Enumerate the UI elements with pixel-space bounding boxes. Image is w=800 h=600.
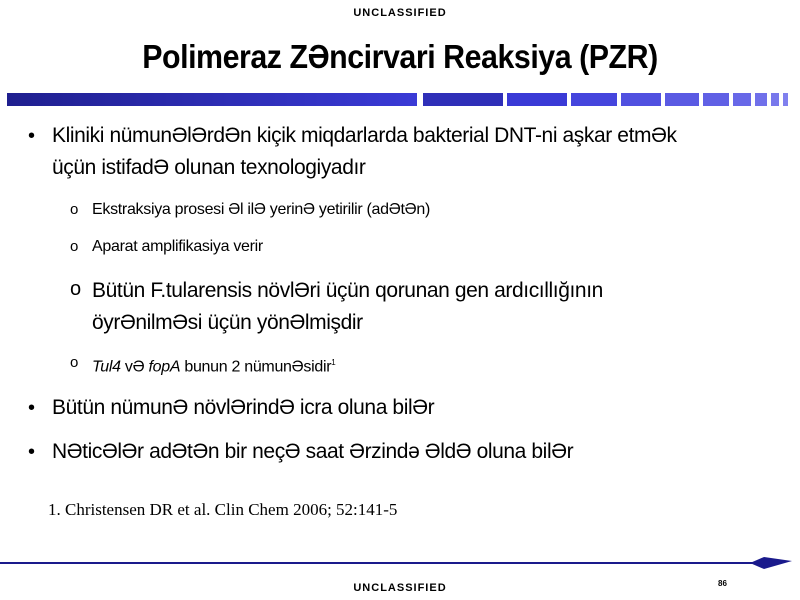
footer-arrow-icon [750,553,792,573]
bullet-pcr-definition [28,120,768,184]
sub-bullet-amplification [70,236,710,258]
sub-bullet-text: Aparat amplifikasiya verir [92,238,263,255]
sub-bullet-examples [70,352,710,378]
sub-bullet-text: Ekstraksiya prosesi Əl ilƏ yerinƏ yetirilir (adƏtƏn) [92,201,431,218]
reference-citation: 1. Christensen DR et al. Clin Chem 2006; 52:141-5 [48,500,398,519]
sub-bullet-marker: o [70,201,79,218]
sub-bullet-marker: o [70,238,79,255]
classification-top: UNCLASSIFIED [353,7,447,19]
sub-bullet-marker: o [70,354,79,371]
bullet-dot: • [28,125,35,147]
bullet-dot: • [28,397,35,419]
sub-bullet-marker: o [70,278,81,300]
bullet-dot: • [28,441,35,463]
sub-bullet-text: Bütün F.tularensis növlƏri üçün qorunan gen ardıcıllığının öyrƏnilmƏsi üçün yönƏlmişdir [92,279,603,334]
slide-title: Polimeraz ZƏncirvari Reaksiya (PZR) [142,38,658,75]
bullet-text: Bütün nümunƏ növlƏrindƏ icra oluna bilƏr [52,396,435,419]
bullet-results-time [28,436,768,468]
footer-divider-line [0,562,760,564]
bullet-text: NƏticƏlƏr adƏtƏn bir neçƏ saat Ərzində ƏldƏ oluna bilƏr [52,440,574,463]
sub-bullet-extraction [70,199,710,221]
bullet-all-samples [28,392,768,424]
sub-bullet-text: Tul4 vƏ fopA bunun 2 nümunƏsidir$^1$ [92,358,336,376]
page-number: 86 [718,579,727,588]
bullet-text: Kliniki nümunƏlƏrdƏn kiçik miqdarlarda bakterial DNT-ni aşkar etmƏk üçün istifadƏ olunan texnologiyadır [52,124,677,179]
sub-bullet-gene-sequence [70,275,710,339]
classification-bottom: UNCLASSIFIED [353,582,447,594]
